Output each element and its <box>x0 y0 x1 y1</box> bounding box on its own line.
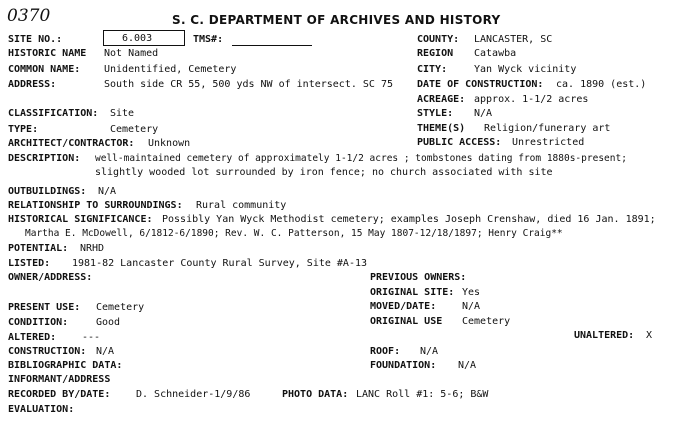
style-value: N/A <box>474 108 493 119</box>
bibliographic-label: BIBLIOGRAPHIC DATA: <box>8 360 123 371</box>
recorded-by-label: RECORDED BY/DATE: <box>8 389 111 400</box>
county-label: COUNTY: <box>417 34 460 45</box>
photo-data-label: PHOTO DATA: <box>282 389 349 400</box>
page-title: S. C. DEPARTMENT OF ARCHIVES AND HISTORY <box>172 13 501 27</box>
altered-value: --- <box>82 332 101 343</box>
potential-label: POTENTIAL: <box>8 243 69 254</box>
historic-name-value: Not Named <box>104 48 159 59</box>
original-site-value: Yes <box>462 287 481 298</box>
unaltered-value: X <box>646 330 653 341</box>
tms-underline <box>232 45 312 46</box>
themes-label: THEME(S) <box>417 123 466 134</box>
roof-value: N/A <box>420 346 439 357</box>
present-use-label: PRESENT USE: <box>8 302 81 313</box>
historical-significance-label: HISTORICAL SIGNIFICANCE: <box>8 214 153 225</box>
condition-value: Good <box>96 317 121 328</box>
description-label: DESCRIPTION: <box>8 153 81 164</box>
common-name-value: Unidentified, Cemetery <box>104 64 237 75</box>
city-value: Yan Wyck vicinity <box>474 64 577 75</box>
description-line-2: slightly wooded lot surrounded by iron fence; no church associated with site <box>95 167 553 178</box>
listed-value: 1981-82 Lancaster County Rural Survey, Site #A-13 <box>72 258 368 269</box>
evaluation-label: EVALUATION: <box>8 404 75 415</box>
photo-data-value: LANC Roll #1: 5-6; B&W <box>356 389 489 400</box>
construction-label: CONSTRUCTION: <box>8 346 87 357</box>
listed-label: LISTED: <box>8 258 51 269</box>
public-access-value: Unrestricted <box>512 137 585 148</box>
type-value: Cemetery <box>110 124 159 135</box>
original-site-label: ORIGINAL SITE: <box>370 287 455 298</box>
condition-label: CONDITION: <box>8 317 69 328</box>
present-use-value: Cemetery <box>96 302 145 313</box>
unaltered-label: UNALTERED: <box>574 330 635 341</box>
city-label: CITY: <box>417 64 448 75</box>
historical-significance-line-1: Possibly Yan Wyck Methodist cemetery; examples Joseph Crenshaw, died 16 Jan. 1891; <box>162 214 656 225</box>
relationship-value: Rural community <box>196 200 287 211</box>
themes-value: Religion/funerary art <box>484 123 611 134</box>
roof-label: ROOF: <box>370 346 401 357</box>
handwritten-form-number: 0370 <box>7 6 51 26</box>
foundation-label: FOUNDATION: <box>370 360 437 371</box>
acreage-label: ACREAGE: <box>417 94 466 105</box>
common-name-label: COMMON NAME: <box>8 64 81 75</box>
potential-value: NRHD <box>80 243 105 254</box>
architect-value: Unknown <box>148 138 191 149</box>
historical-significance-line-2: Martha E. McDowell, 6/1812-6/1890; Rev. W. C. Patterson, 15 May 1807-12/18/1897; Henry Craig** <box>25 228 563 239</box>
construction-value: N/A <box>96 346 115 357</box>
altered-label: ALTERED: <box>8 332 57 343</box>
outbuildings-label: OUTBUILDINGS: <box>8 186 87 197</box>
recorded-by-value: D. Schneider-1/9/86 <box>136 389 251 400</box>
description-line-1: well-maintained cemetery of approximately 1-1/2 acres ; tombstones dating from 1880s-present; <box>95 153 627 164</box>
address-value: South side CR 55, 500 yds NW of intersect. SC 75 <box>104 79 393 90</box>
moved-date-label: MOVED/DATE: <box>370 301 437 312</box>
classification-value: Site <box>110 108 135 119</box>
public-access-label: PUBLIC ACCESS: <box>417 137 502 148</box>
moved-date-value: N/A <box>462 301 481 312</box>
site-no-value: 6.003 <box>122 33 153 44</box>
owner-address-label: OWNER/ADDRESS: <box>8 272 93 283</box>
historic-name-label: HISTORIC NAME <box>8 48 87 59</box>
date-of-construction-label: DATE OF CONSTRUCTION: <box>417 79 544 90</box>
original-use-label: ORIGINAL USE <box>370 316 443 327</box>
region-value: Catawba <box>474 48 517 59</box>
region-label: REGION <box>417 48 454 59</box>
tms-label: TMS#: <box>193 34 224 45</box>
outbuildings-value: N/A <box>98 186 117 197</box>
architect-label: ARCHITECT/CONTRACTOR: <box>8 138 135 149</box>
informant-label: INFORMANT/ADDRESS <box>8 374 111 385</box>
county-value: LANCASTER, SC <box>474 34 553 45</box>
type-label: TYPE: <box>8 124 39 135</box>
style-label: STYLE: <box>417 108 454 119</box>
date-of-construction-value: ca. 1890 (est.) <box>556 79 647 90</box>
site-no-label: SITE NO.: <box>8 34 63 45</box>
address-label: ADDRESS: <box>8 79 57 90</box>
relationship-label: RELATIONSHIP TO SURROUNDINGS: <box>8 200 183 211</box>
foundation-value: N/A <box>458 360 477 371</box>
classification-label: CLASSIFICATION: <box>8 108 99 119</box>
acreage-value: approx. 1-1/2 acres <box>474 94 589 105</box>
original-use-value: Cemetery <box>462 316 511 327</box>
previous-owners-label: PREVIOUS OWNERS: <box>370 272 467 283</box>
